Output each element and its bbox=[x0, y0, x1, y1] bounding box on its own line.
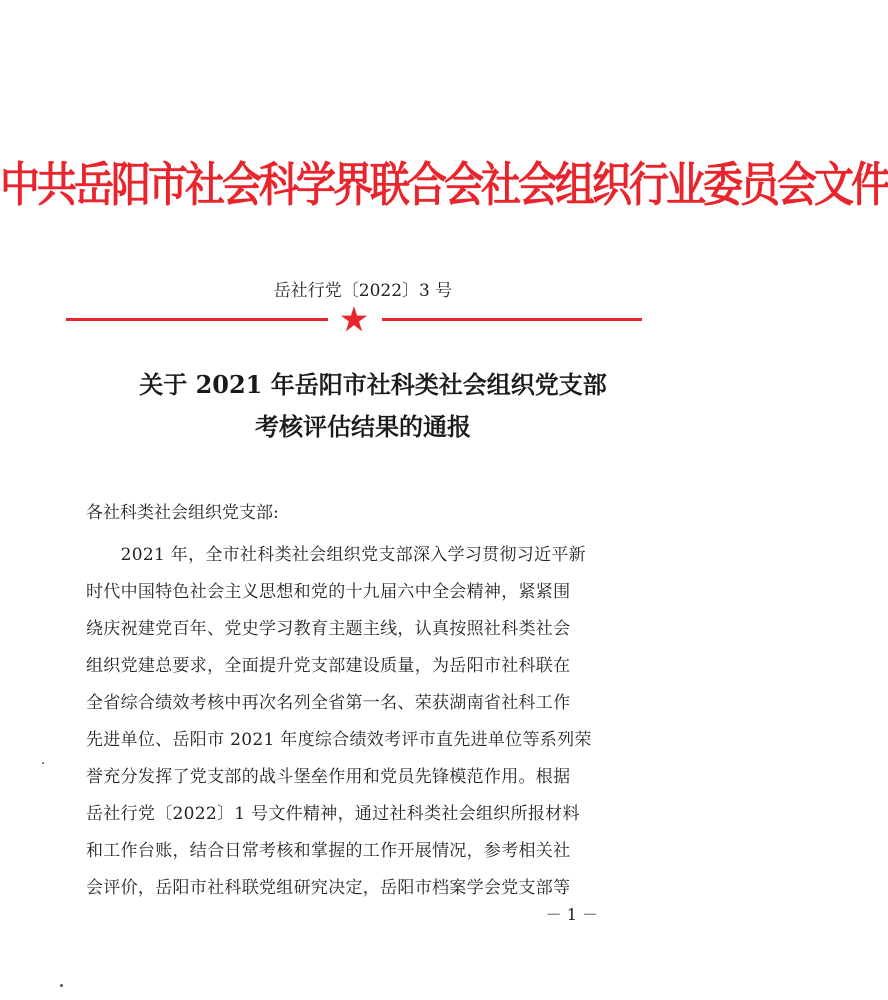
body-line: 组织党建总要求，全面提升党支部建设质量，为岳阳市社科联在 bbox=[86, 656, 571, 676]
divider-line-left bbox=[66, 318, 328, 321]
divider-line-right bbox=[382, 318, 642, 321]
body-line: 会评价，岳阳市社科联党组研究决定，岳阳市档案学会党支部等 bbox=[86, 878, 571, 898]
body-line: 和工作台账，结合日常考核和掌握的工作开展情况，参考相关社 bbox=[86, 841, 571, 861]
document-number: 岳社行党〔2022〕3 号 bbox=[273, 281, 453, 301]
addressee: 各社科类社会组织党支部: bbox=[86, 503, 279, 523]
scan-speck bbox=[42, 762, 44, 764]
document-header-title: 中共岳阳市社会科学界联合会社会组织行业委员会文件 bbox=[0, 158, 888, 213]
body-line: 时代中国特色社会主义思想和党的十九届六中全会精神，紧紧围 bbox=[86, 582, 571, 602]
body-line: 2021 年，全市社科类社会组织党支部深入学习贯彻习近平新 bbox=[86, 545, 586, 565]
body-line: 岳社行党〔2022〕1 号文件精神，通过社科类社会组织所报材料 bbox=[86, 804, 580, 824]
document-subject-line-1: 关于 2021 年岳阳市社科类社会组织党支部 bbox=[139, 370, 607, 399]
scan-speck bbox=[60, 984, 63, 987]
body-line: 先进单位、岳阳市 2021 年度综合绩效考评市直先进单位等系列荣 bbox=[86, 730, 592, 750]
header-divider bbox=[66, 304, 642, 334]
body-line: 全省综合绩效考核中再次名列全省第一名、荣获湖南省社科工作 bbox=[86, 693, 571, 713]
page-number: － 1 － bbox=[545, 905, 598, 924]
star-icon bbox=[340, 305, 368, 333]
document-subject-line-2: 考核评估结果的通报 bbox=[255, 412, 471, 441]
body-line: 誉充分发挥了党支部的战斗堡垒作用和党员先锋模范作用。根据 bbox=[86, 767, 571, 787]
body-line: 绕庆祝建党百年、党史学习教育主题主线，认真按照社科类社会 bbox=[86, 619, 571, 639]
